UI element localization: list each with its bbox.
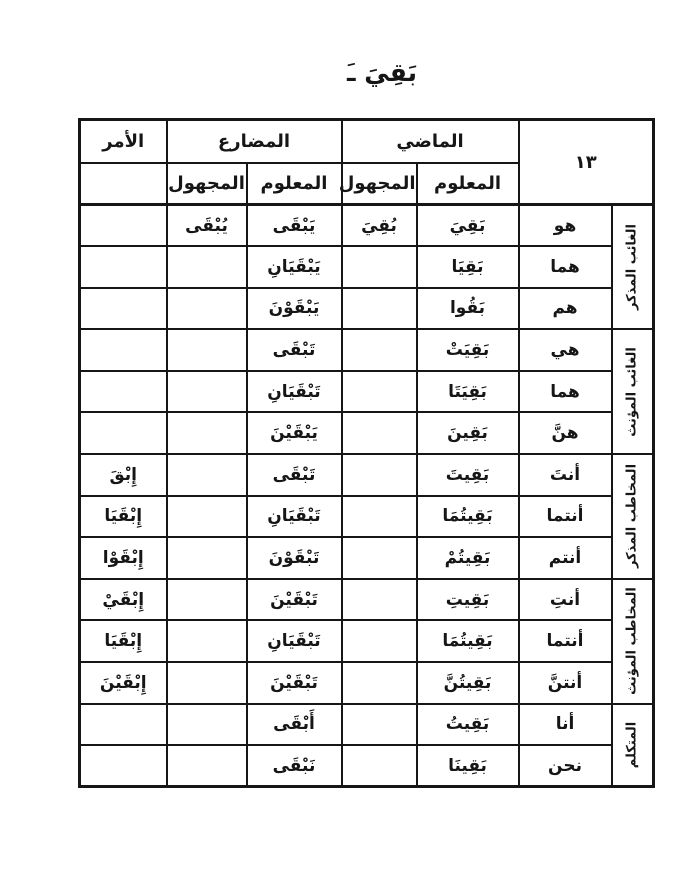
group-label: المخاطب المؤنث [624, 587, 640, 696]
table-row [80, 205, 654, 247]
table-number: ١٣ [519, 120, 654, 205]
present-active-cell: تَبْقَوْنَ [247, 537, 342, 579]
imperative-cell [80, 704, 167, 746]
present-passive-cell: يُبْقَى [167, 205, 247, 247]
group-label-cell [612, 704, 654, 787]
past-passive-cell [342, 412, 417, 454]
past-active-cell: بَقِيتَ [417, 454, 519, 496]
pronoun-cell: أنتَ [519, 454, 612, 496]
past-active-cell: بَقِيَتَا [417, 371, 519, 413]
past-passive-cell [342, 371, 417, 413]
group-label-cell [612, 205, 654, 330]
past-passive-cell [342, 745, 417, 787]
table-row [80, 329, 654, 371]
present-active-cell: تَبْقَيَانِ [247, 371, 342, 413]
pronoun-cell: أنتم [519, 537, 612, 579]
past-passive-cell [342, 246, 417, 288]
page-title: بَقِيَ ـَ [347, 58, 417, 87]
present-passive-cell [167, 329, 247, 371]
pronoun-cell: أنتما [519, 496, 612, 538]
past-passive-cell: بُقِيَ [342, 205, 417, 247]
imperative-cell [80, 288, 167, 330]
pronoun-cell: هنَّ [519, 412, 612, 454]
table-row [80, 454, 654, 496]
imperative-cell: إِبْقَيْ [80, 579, 167, 621]
pronoun-cell: هي [519, 329, 612, 371]
header-imperative-sub [80, 163, 167, 205]
header-past-passive: المجهول [342, 163, 417, 205]
present-passive-cell [167, 454, 247, 496]
table-row [80, 662, 654, 704]
table-row [80, 496, 654, 538]
imperative-cell: إِبْقَوْا [80, 537, 167, 579]
past-active-cell: بَقِيتُنَّ [417, 662, 519, 704]
table-row [80, 579, 654, 621]
past-passive-cell [342, 620, 417, 662]
group-label-cell [612, 329, 654, 454]
group-label: المخاطب المذكر [624, 464, 640, 569]
table-row [80, 246, 654, 288]
present-passive-cell [167, 537, 247, 579]
past-active-cell: بَقِيتُ [417, 704, 519, 746]
past-passive-cell [342, 329, 417, 371]
present-active-cell: تَبْقَى [247, 454, 342, 496]
header-present: المضارع [167, 120, 342, 163]
present-passive-cell [167, 704, 247, 746]
header-row-1 [80, 120, 654, 163]
present-active-cell: يَبْقَوْنَ [247, 288, 342, 330]
past-passive-cell [342, 537, 417, 579]
past-passive-cell [342, 454, 417, 496]
pronoun-cell: هم [519, 288, 612, 330]
pronoun-cell: أنتما [519, 620, 612, 662]
present-passive-cell [167, 412, 247, 454]
imperative-cell [80, 205, 167, 247]
past-passive-cell [342, 704, 417, 746]
table-row [80, 288, 654, 330]
past-active-cell: بَقِيتُمَا [417, 496, 519, 538]
past-active-cell: بَقِينَ [417, 412, 519, 454]
past-active-cell: بَقُوا [417, 288, 519, 330]
pronoun-cell: هو [519, 205, 612, 247]
present-active-cell: نَبْقَى [247, 745, 342, 787]
table-row [80, 620, 654, 662]
present-passive-cell [167, 496, 247, 538]
present-active-cell: يَبْقَيَانِ [247, 246, 342, 288]
header-imperative: الأمر [80, 120, 167, 163]
header-present-active: المعلوم [247, 163, 342, 205]
header-past: الماضي [342, 120, 519, 163]
imperative-cell: إِبْقَيَا [80, 496, 167, 538]
present-active-cell: يَبْقَى [247, 205, 342, 247]
present-passive-cell [167, 288, 247, 330]
present-active-cell: يَبْقَيْنَ [247, 412, 342, 454]
past-passive-cell [342, 662, 417, 704]
table-row [80, 537, 654, 579]
past-active-cell: بَقِيتِ [417, 579, 519, 621]
table-row [80, 412, 654, 454]
present-passive-cell [167, 662, 247, 704]
imperative-cell [80, 246, 167, 288]
pronoun-cell: أنتنَّ [519, 662, 612, 704]
pronoun-cell: هما [519, 371, 612, 413]
pronoun-cell: أنتِ [519, 579, 612, 621]
imperative-cell: إِبْقَ [80, 454, 167, 496]
imperative-cell [80, 745, 167, 787]
pronoun-cell: هما [519, 246, 612, 288]
table-row [80, 704, 654, 746]
present-passive-cell [167, 246, 247, 288]
conjugation-table [78, 118, 655, 788]
group-label: المتكلم [624, 721, 640, 769]
imperative-cell [80, 371, 167, 413]
header-past-active: المعلوم [417, 163, 519, 205]
pronoun-cell: أنا [519, 704, 612, 746]
present-passive-cell [167, 745, 247, 787]
past-active-cell: بَقِيَ [417, 205, 519, 247]
table-row [80, 371, 654, 413]
imperative-cell [80, 412, 167, 454]
present-active-cell: تَبْقَى [247, 329, 342, 371]
past-passive-cell [342, 579, 417, 621]
past-passive-cell [342, 288, 417, 330]
present-active-cell: أَبْقَى [247, 704, 342, 746]
past-active-cell: بَقِيَتْ [417, 329, 519, 371]
pronoun-cell: نحن [519, 745, 612, 787]
group-label-cell [612, 579, 654, 704]
imperative-cell: إِبْقَيَا [80, 620, 167, 662]
present-active-cell: تَبْقَيْنَ [247, 662, 342, 704]
past-active-cell: بَقِيَا [417, 246, 519, 288]
table-row [80, 745, 654, 787]
present-active-cell: تَبْقَيْنَ [247, 579, 342, 621]
present-passive-cell [167, 371, 247, 413]
present-active-cell: تَبْقَيَانِ [247, 496, 342, 538]
past-passive-cell [342, 496, 417, 538]
present-active-cell: تَبْقَيَانِ [247, 620, 342, 662]
conjugation-table-body [80, 205, 654, 787]
past-active-cell: بَقِينَا [417, 745, 519, 787]
group-label-cell [612, 454, 654, 579]
past-active-cell: بَقِيتُمَا [417, 620, 519, 662]
header-present-passive: المجهول [167, 163, 247, 205]
group-label: الغائب المؤنث [624, 346, 640, 437]
present-passive-cell [167, 579, 247, 621]
group-label: الغائب المذكر [624, 224, 640, 311]
imperative-cell: إِبْقَيْنَ [80, 662, 167, 704]
imperative-cell [80, 329, 167, 371]
past-active-cell: بَقِيتُمْ [417, 537, 519, 579]
present-passive-cell [167, 620, 247, 662]
